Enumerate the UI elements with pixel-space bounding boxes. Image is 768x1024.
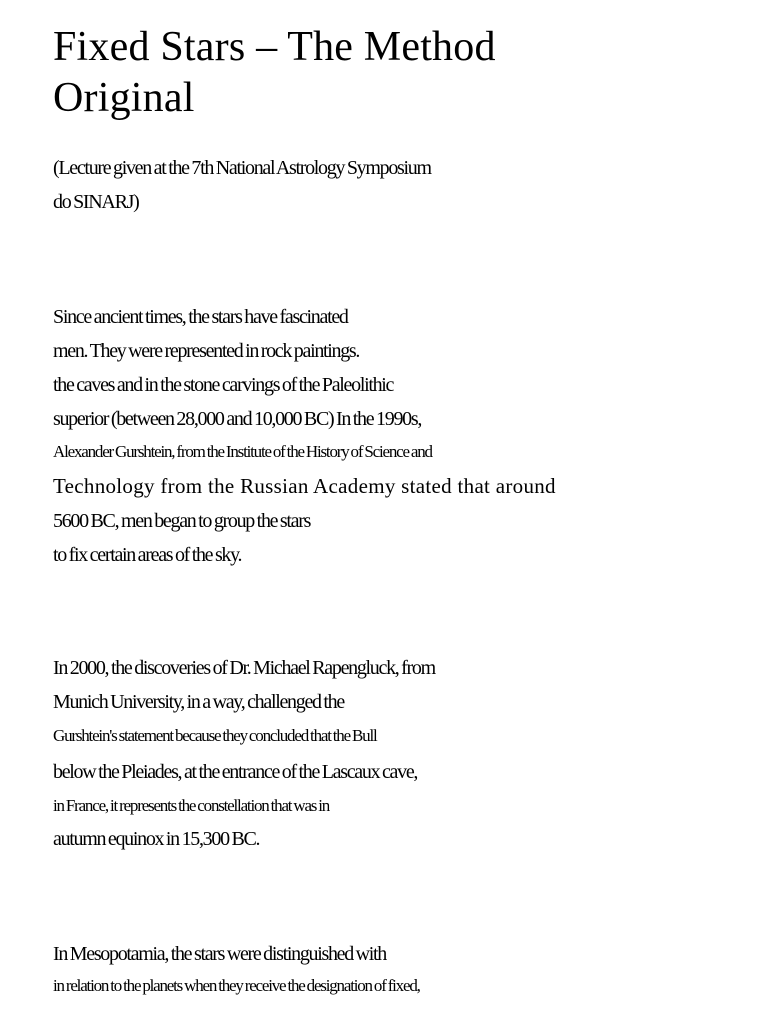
paragraph-2-line-6: autumn equinox in 15,300 BC. xyxy=(53,828,260,850)
paragraph-2-line-5: in France, it represents the constellation that was in xyxy=(53,796,330,815)
paragraph-2-line-3: Gurshtein's statement because they concluded that the Bull xyxy=(53,726,377,745)
paragraph-1-line-7: 5600 BC, men began to group the stars xyxy=(53,510,311,532)
paragraph-1-line-1: Since ancient times, the stars have fascinated xyxy=(53,306,348,328)
paragraph-2-line-2: Munich University, in a way, challenged the xyxy=(53,691,344,713)
paragraph-3-line-2: in relation to the planets when they receive the designation of fixed, xyxy=(53,976,420,995)
paragraph-1-line-3: the caves and in the stone carvings of the Paleolithic xyxy=(53,374,394,396)
subtitle-line-1: (Lecture given at the 7th National Astrology Symposium xyxy=(53,157,431,179)
title-line-2: Original xyxy=(53,75,195,121)
paragraph-1-line-6: Technology from the Russian Academy stated that around xyxy=(53,474,556,498)
paragraph-1-line-2: men. They were represented in rock paintings. xyxy=(53,340,360,362)
paragraph-1-line-8: to fix certain areas of the sky. xyxy=(53,544,242,566)
title-line-1: Fixed Stars – The Method xyxy=(53,24,496,70)
paragraph-1-line-4: superior (between 28,000 and 10,000 BC) In the 1990s, xyxy=(53,408,422,430)
document-title xyxy=(53,22,496,124)
paragraph-1-line-5: Alexander Gurshtein, from the Institute of the History of Science and xyxy=(53,442,432,461)
subtitle-line-2: do SINARJ) xyxy=(53,191,139,213)
paragraph-2-line-1: In 2000, the discoveries of Dr. Michael Rapengluck, from xyxy=(53,657,435,679)
paragraph-3-line-1: In Mesopotamia, the stars were distinguished with xyxy=(53,943,387,965)
paragraph-2-line-4: below the Pleiades, at the entrance of the Lascaux cave, xyxy=(53,761,418,783)
